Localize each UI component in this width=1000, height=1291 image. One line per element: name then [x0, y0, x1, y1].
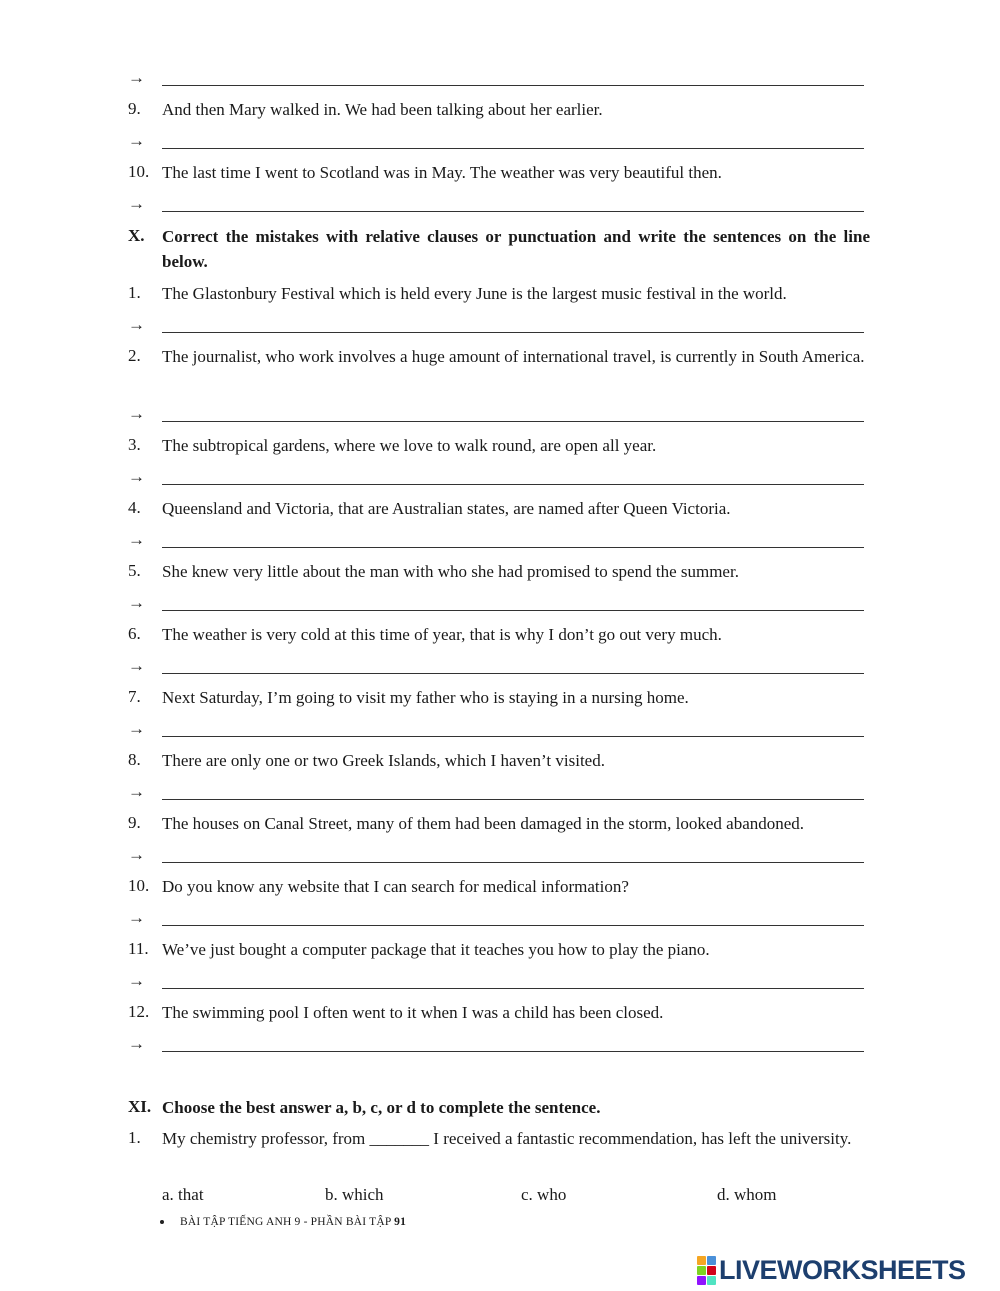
option-c[interactable]: c. who: [521, 1185, 567, 1204]
item-sentence: The subtropical gardens, where we love to walk round, are open all year.: [162, 436, 657, 455]
arrow-icon: →: [128, 971, 145, 990]
item-number: 9.: [128, 813, 141, 832]
arrow-icon: →: [128, 782, 145, 801]
item-sentence: She knew very little about the man with who she had promised to spend the summer.: [162, 562, 739, 581]
logo-block: [707, 1276, 716, 1285]
logo-block: [707, 1266, 716, 1275]
answer-line[interactable]: [162, 211, 864, 212]
logo-block: [707, 1256, 716, 1265]
item-sentence: The weather is very cold at this time of year, that is why I don’t go out very much.: [162, 625, 722, 644]
answer-line[interactable]: [162, 85, 864, 86]
item-number: 5.: [128, 561, 141, 580]
arrow-icon: →: [128, 845, 145, 864]
logo-mark-icon: [697, 1256, 716, 1285]
arrow-icon: →: [128, 593, 145, 612]
answer-line[interactable]: [162, 547, 864, 548]
option-a[interactable]: a. that: [162, 1185, 204, 1204]
item-number: 10.: [128, 162, 150, 181]
item-number: 4.: [128, 498, 141, 517]
logo-block: [697, 1276, 706, 1285]
arrow-icon: →: [128, 467, 145, 486]
logo-block: [697, 1266, 706, 1275]
item-number: 3.: [128, 435, 141, 454]
item-sentence: The last time I went to Scotland was in May. The weather was very beautiful then.: [162, 163, 722, 182]
section-number: XI.: [128, 1097, 152, 1116]
logo-block: [697, 1256, 706, 1265]
item-number: 10.: [128, 876, 150, 895]
section-title: Choose the best answer a, b, c, or d to complete the sentence.: [162, 1098, 601, 1117]
item-sentence: The Glastonbury Festival which is held every June is the largest music festival in the world.: [162, 284, 787, 303]
item-number: 2.: [128, 346, 141, 365]
arrow-icon: →: [128, 530, 145, 549]
item-number: 8.: [128, 750, 141, 769]
arrow-icon: →: [128, 68, 145, 87]
item-sentence: Queensland and Victoria, that are Australian states, are named after Queen Victoria.: [162, 499, 731, 518]
arrow-icon: →: [128, 131, 145, 150]
answer-line[interactable]: [162, 484, 864, 485]
item-sentence: There are only one or two Greek Islands, which I haven’t visited.: [162, 751, 605, 770]
arrow-icon: →: [128, 719, 145, 738]
answer-line[interactable]: [162, 862, 864, 863]
item-sentence: Next Saturday, I’m going to visit my father who is staying in a nursing home.: [162, 688, 689, 707]
section-title: Correct the mistakes with relative clauses or punctuation and write the sentences on the line below.: [162, 227, 870, 271]
answer-line[interactable]: [162, 1051, 864, 1052]
logo-text: LIVEWORKSHEETS: [719, 1254, 966, 1285]
page-number: 91: [394, 1216, 407, 1228]
item-number: 1.: [128, 283, 141, 302]
arrow-icon: →: [128, 194, 145, 213]
arrow-icon: →: [128, 404, 145, 423]
answer-line[interactable]: [162, 421, 864, 422]
arrow-icon: →: [128, 656, 145, 675]
answer-line[interactable]: [162, 988, 864, 989]
answer-line[interactable]: [162, 799, 864, 800]
item-number: 6.: [128, 624, 141, 643]
item-sentence: My chemistry professor, from _______ I received a fantastic recommendation, has left the university.: [162, 1129, 852, 1148]
item-sentence: The swimming pool I often went to it when I was a child has been closed.: [162, 1003, 664, 1022]
arrow-icon: →: [128, 908, 145, 927]
item-sentence: Do you know any website that I can search for medical information?: [162, 877, 629, 896]
bullet-icon: [160, 1220, 164, 1224]
option-d[interactable]: d. whom: [717, 1185, 777, 1204]
item-number: 9.: [128, 99, 141, 118]
arrow-icon: →: [128, 315, 145, 334]
item-sentence: And then Mary walked in. We had been talking about her earlier.: [162, 100, 603, 119]
item-sentence: The houses on Canal Street, many of them had been damaged in the storm, looked abandoned.: [162, 814, 805, 833]
item-number: 1.: [128, 1128, 141, 1147]
section-number: X.: [128, 226, 145, 245]
option-b[interactable]: b. which: [325, 1185, 384, 1204]
page-footer: [160, 1216, 406, 1228]
item-sentence: We’ve just bought a computer package that it teaches you how to play the piano.: [162, 940, 710, 959]
item-number: 11.: [128, 939, 149, 958]
answer-line[interactable]: [162, 610, 864, 611]
item-number: 7.: [128, 687, 141, 706]
answer-line[interactable]: [162, 925, 864, 926]
answer-line[interactable]: [162, 148, 864, 149]
footer-text: BÀI TẬP TIẾNG ANH 9 - PHẦN BÀI TẬP: [180, 1216, 392, 1228]
answer-line[interactable]: [162, 332, 864, 333]
answer-line[interactable]: [162, 673, 864, 674]
liveworksheets-logo: [697, 1255, 966, 1285]
item-number: 12.: [128, 1002, 150, 1021]
arrow-icon: →: [128, 1034, 145, 1053]
item-sentence: The journalist, who work involves a huge amount of international travel, is currently in South America.: [162, 347, 865, 366]
answer-line[interactable]: [162, 736, 864, 737]
